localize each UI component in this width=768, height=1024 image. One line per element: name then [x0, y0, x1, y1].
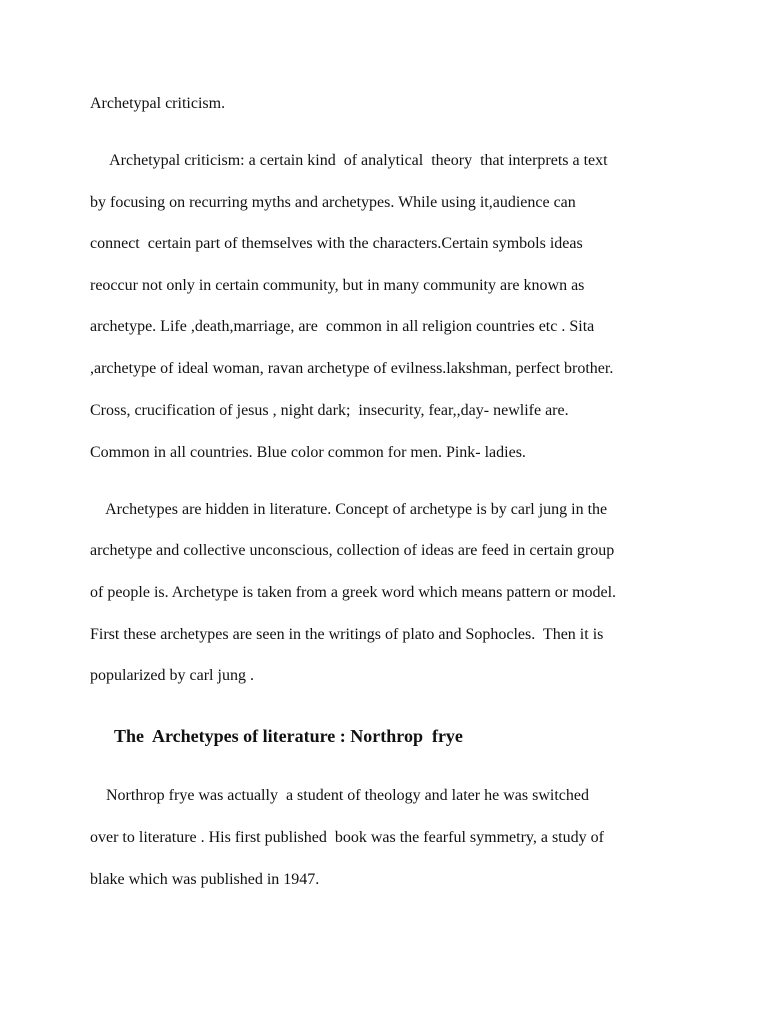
section-heading: The Archetypes of literature : Northrop frye	[114, 726, 463, 746]
paragraph-line: Archetypal criticism: a certain kind of analytical theory that interprets a text	[90, 152, 608, 169]
document-title-line: Archetypal criticism.	[90, 95, 226, 112]
paragraph-line: archetype. Life ,death,marriage, are common in all religion countries etc . Sita	[90, 318, 595, 335]
paragraph-line: over to literature . His first published book was the fearful symmetry, a study of	[90, 829, 604, 846]
paragraph-line: Archetypes are hidden in literature. Concept of archetype is by carl jung in the	[90, 501, 608, 518]
paragraph-line: blake which was published in 1947.	[90, 871, 320, 888]
paragraph-line: reoccur not only in certain community, but in many community are known as	[90, 277, 585, 294]
paragraph-line: First these archetypes are seen in the writings of plato and Sophocles. Then it is	[90, 626, 604, 643]
paragraph-line: of people is. Archetype is taken from a greek word which means pattern or model.	[90, 584, 617, 601]
paragraph-line: ,archetype of ideal woman, ravan archetype of evilness.lakshman, perfect brother.	[90, 360, 614, 377]
paragraph-line: Cross, crucification of jesus , night dark; insecurity, fear,,day- newlife are.	[90, 402, 569, 419]
paragraph-line: connect certain part of themselves with the characters.Certain symbols ideas	[90, 235, 583, 252]
paragraph-line: archetype and collective unconscious, collection of ideas are feed in certain group	[90, 542, 615, 559]
paragraph-line: Northrop frye was actually a student of theology and later he was switched	[90, 787, 589, 804]
paragraph-line: Common in all countries. Blue color common for men. Pink- ladies.	[90, 444, 526, 461]
paragraph-line: popularized by carl jung .	[90, 667, 254, 684]
paragraph-line: by focusing on recurring myths and archetypes. While using it,audience can	[90, 194, 576, 211]
